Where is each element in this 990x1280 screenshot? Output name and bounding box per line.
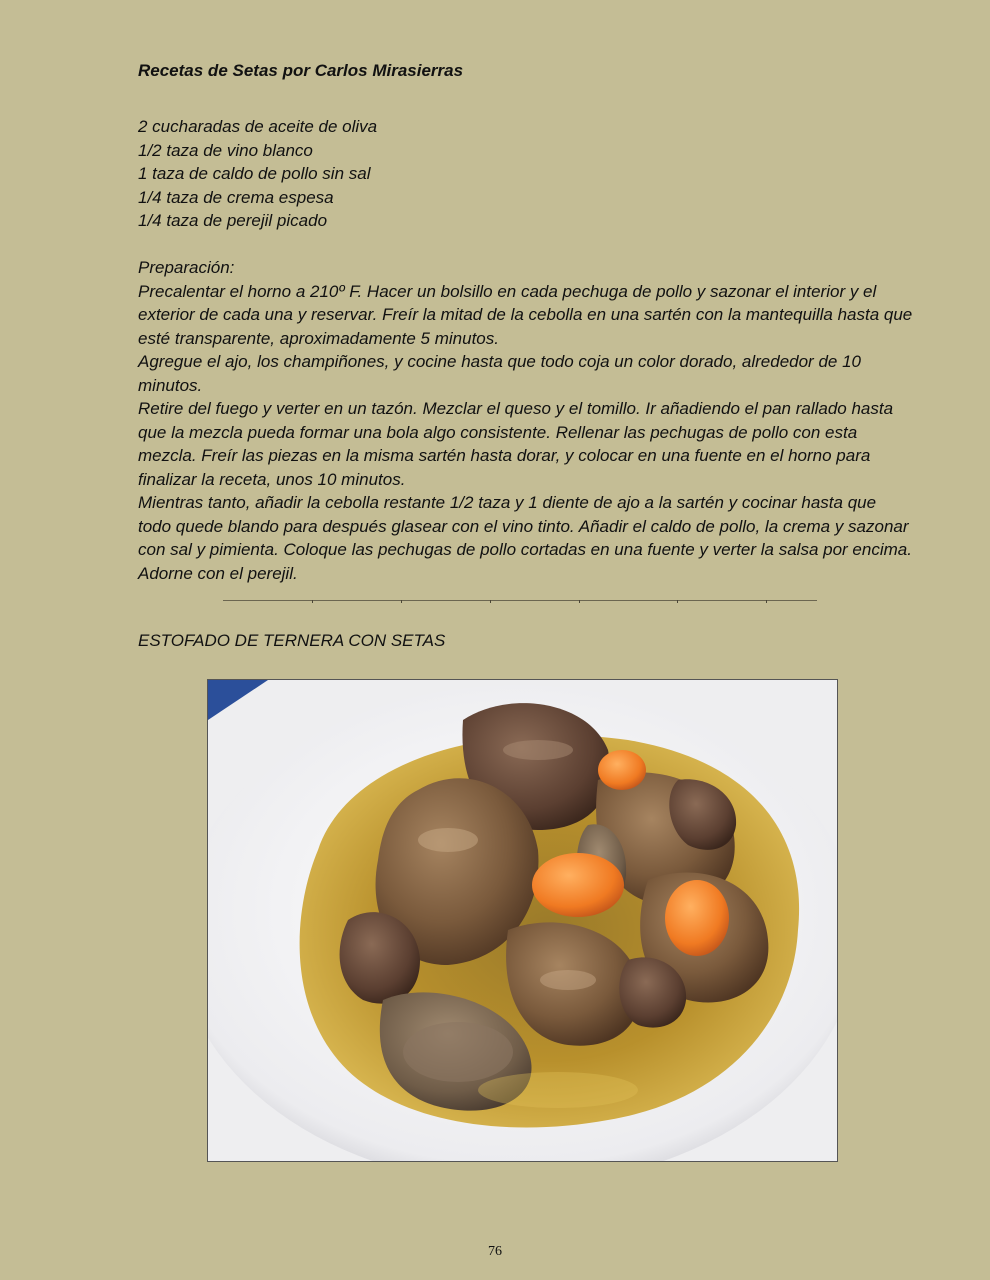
preparation-section	[138, 256, 913, 585]
preparation-paragraph: Agregue el ajo, los champiñones, y cocine hasta que todo coja un color dorado, alrededor de 10 minutos.	[138, 352, 861, 395]
section-title: ESTOFADO DE TERNERA CON SETAS	[138, 631, 446, 650]
ingredient-item: 1 taza de caldo de pollo sin sal	[138, 164, 371, 183]
ingredient-item: 1/4 taza de crema espesa	[138, 187, 334, 207]
preparation-paragraph: Mientras tanto, añadir la cebolla restante 1/2 taza y 1 diente de ajo a la sartén y cocinar hasta que todo quede blando para después glasear con el vino tinto. Añadir el caldo de pollo, la crema y sazonar con sal y pimienta. Coloque las pechugas de pollo cortadas en una fuente y verter la salsa por encima. Adorne con el perejil.	[138, 493, 912, 583]
page-header-title: Recetas de Setas por Carlos Mirasierras	[138, 61, 464, 80]
ingredient-item: 1/4 taza de perejil picado	[138, 211, 328, 230]
preparation-paragraph: Retire del fuego y verter en un tazón. Mezclar el queso y el tomillo. Ir añadiendo el pan rallado hasta que la mezcla pueda formar una bola algo consistente. Rellenar las pechugas de pollo con esta mezcla. Freír las piezas en la misma sartén hasta dorar, y colocar en una fuente en el horno para finalizar la receta, unos 10 minutos.	[138, 399, 894, 489]
preparation-heading: Preparación:	[138, 258, 235, 277]
ingredient-item: 1/2 taza de vino blanco	[138, 140, 313, 160]
ingredient-list	[138, 115, 377, 233]
preparation-paragraph: Precalentar el horno a 210º F. Hacer un bolsillo en cada pechuga de pollo y sazonar el interior y el exterior de cada una y reservar. Freír la mitad de la cebolla en una sartén con la mantequilla hasta que esté transparente, aproximadamente 5 minutos.	[138, 281, 913, 348]
stew-illustration	[208, 680, 838, 1162]
page-number: 76	[488, 1244, 502, 1259]
stew-photo	[207, 679, 838, 1162]
section-divider	[223, 600, 817, 601]
ingredient-item: 2 cucharadas de aceite de oliva	[138, 117, 378, 136]
